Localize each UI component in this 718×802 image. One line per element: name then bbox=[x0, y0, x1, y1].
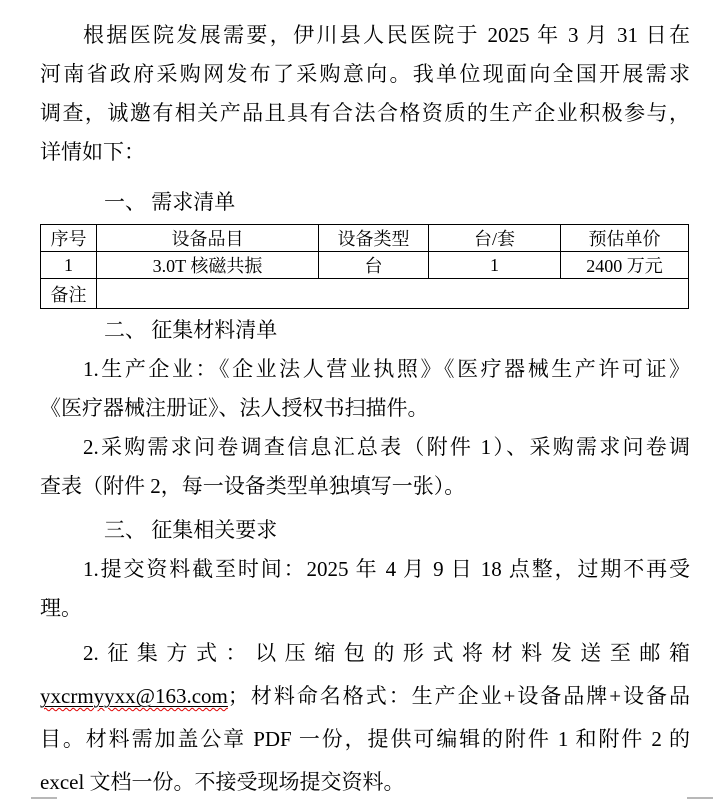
col-header-item: 设备品目 bbox=[97, 225, 319, 252]
section2-paragraph-1 bbox=[40, 350, 690, 428]
text-line: 2.采购需求问卷调查信息汇总表（附件 1）、采购需求问卷调 bbox=[83, 435, 690, 459]
text-line: 2.征集方式：以压缩包的形式将材料发送至邮箱 bbox=[83, 641, 690, 665]
col-header-qty: 台/套 bbox=[429, 225, 561, 252]
section3-heading: 三、 征集相关要求 bbox=[104, 518, 278, 542]
text-line: 查表（附件 2，每一设备类型单独填写一张）。 bbox=[40, 474, 466, 498]
text-segment: ；材料命名格式：生产企业+设备品牌+设备品 bbox=[227, 684, 690, 708]
text-line: 1.生产企业：《企业法人营业执照》《医疗器械生产许可证》 bbox=[83, 357, 690, 381]
cell-qty: 1 bbox=[429, 252, 561, 279]
page-bottom-mark-right bbox=[687, 797, 713, 799]
text-line: 详情如下： bbox=[40, 140, 145, 164]
table-row bbox=[41, 252, 689, 279]
col-header-price: 预估单价 bbox=[561, 225, 689, 252]
text-line bbox=[40, 675, 690, 718]
section2-heading: 二、 征集材料清单 bbox=[104, 318, 278, 342]
intro-paragraph bbox=[40, 16, 690, 172]
text-line: excel 文档一份。不接受现场提交资料。 bbox=[40, 770, 405, 794]
col-header-no: 序号 bbox=[41, 225, 97, 252]
section3-paragraph-2 bbox=[40, 632, 690, 802]
text-line: 河南省政府采购网发布了采购意向。我单位现面向全国开展需求 bbox=[40, 62, 690, 86]
text-line: 《医疗器械注册证》、法人授权书扫描件。 bbox=[40, 396, 429, 420]
cell-price: 2400 万元 bbox=[561, 252, 689, 279]
text-line: 目。材料需加盖公章 PDF 一份，提供可编辑的附件 1 和附件 2 的 bbox=[40, 727, 690, 751]
col-header-type: 设备类型 bbox=[319, 225, 429, 252]
table-note-row bbox=[41, 279, 689, 309]
text-line: 1.提交资料截至时间：2025 年 4 月 9 日 18 点整，过期不再受 bbox=[83, 557, 690, 581]
cell-note-label: 备注 bbox=[41, 279, 97, 309]
cell-note-value bbox=[97, 279, 689, 309]
demand-table bbox=[40, 224, 689, 309]
text-line: 调查，诚邀有相关产品且具有合法合格资质的生产企业积极参与， bbox=[40, 101, 690, 125]
section2-paragraph-2 bbox=[40, 428, 690, 506]
text-line: 理。 bbox=[40, 596, 82, 620]
text-line: 根据医院发展需要，伊川县人民医院于 2025 年 3 月 31 日在 bbox=[83, 23, 690, 47]
email-address[interactable] bbox=[40, 684, 228, 708]
section1-heading: 一、 需求清单 bbox=[104, 190, 236, 214]
cell-item: 3.0T 核磁共振 bbox=[97, 252, 319, 279]
page-bottom-mark-left bbox=[31, 797, 57, 799]
section3-paragraph-1 bbox=[40, 550, 690, 628]
cell-type: 台 bbox=[319, 252, 429, 279]
table-header-row bbox=[41, 225, 689, 252]
email-text: yxcrmyyxx@163.com bbox=[40, 684, 228, 708]
cell-no: 1 bbox=[41, 252, 97, 279]
